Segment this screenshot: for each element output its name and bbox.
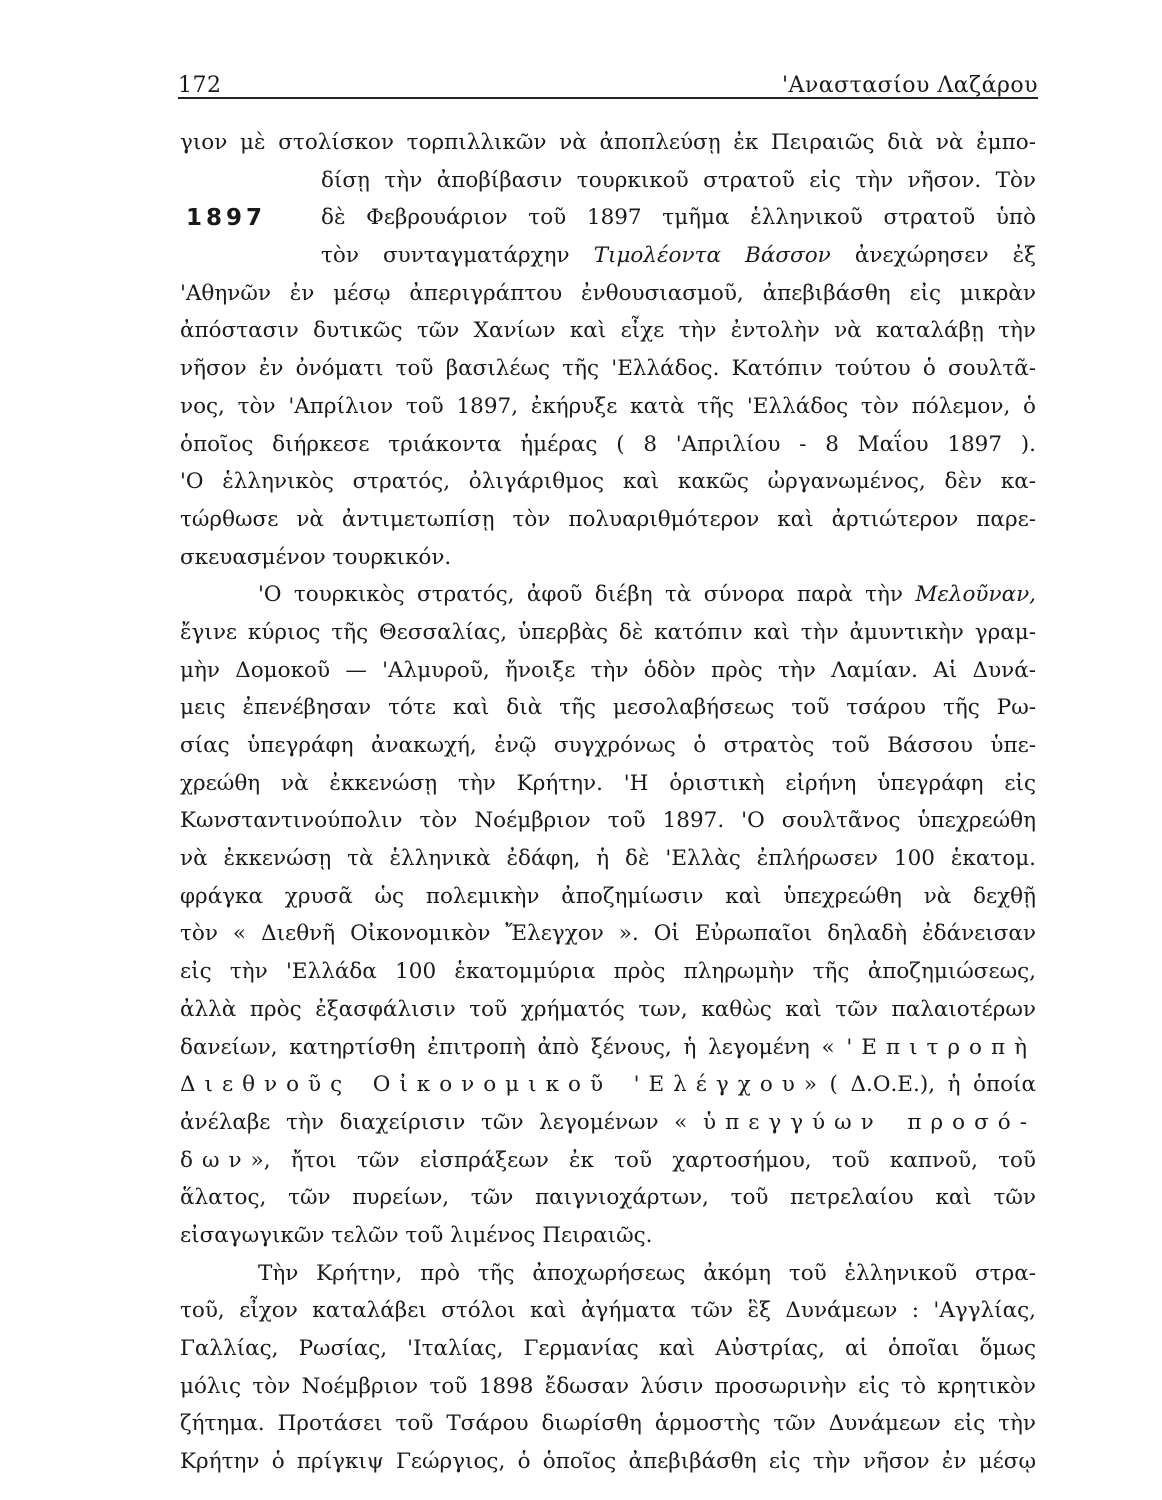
text-line: τοῦ, εἶχον καταλάβει στόλοι καὶ ἀγήματα τῶν ἓξ Δυνάμεων : 'Αγγλίας, — [180, 1298, 1036, 1324]
text-line: ἅλατος, τῶν πυρείων, τῶν παιγνιοχάρτων, τοῦ πετρελαίου καὶ τῶν — [180, 1185, 1036, 1211]
text-line: 'Ο ἑλληνικὸς στρατός, ὀλιγάριθμος καὶ κακῶς ὠργανωμένος, δὲν κα- — [180, 469, 1036, 495]
text-line: 'Αθηνῶν ἐν μέσῳ ἀπεριγράπτου ἐνθουσιασμοῦ, ἀπεβιβάσθη εἰς μικρὰν — [180, 280, 1036, 306]
text-line: νῆσον ἐν ὀνόματι τοῦ βασιλέως τῆς 'Ελλάδος. Κατόπιν τούτου ὁ σουλτᾶ- — [180, 356, 1036, 382]
text-line: Τὴν Κρήτην, πρὸ τῆς ἀποχωρήσεως ἀκόμη τοῦ ἑλληνικοῦ στρα- — [258, 1260, 1036, 1286]
text-line: ὁποῖος διήρκεσε τριάκοντα ἡμέρας ( 8 'Απριλίου - 8 Μαΐου 1897 ). — [180, 431, 1036, 457]
spaced-term: Διεθνοῦς Οἰκονομικοῦ 'Ελέγχου — [180, 1072, 804, 1098]
text-line: εἰσαγωγικῶν τελῶν τοῦ λιμένος Πειραιῶς. — [180, 1222, 653, 1248]
text-line: τὸν συνταγματάρχην Τιμολέοντα Βάσσον ἀνεχώρησεν ἐξ — [321, 243, 1036, 269]
text-line: ἀπόστασιν δυτικῶς τῶν Χανίων καὶ εἶχε τὴν ἐντολὴν νὰ καταλάβῃ τὴν — [180, 318, 1036, 344]
text-line: Γαλλίας, Ρωσίας, 'Ιταλίας, Γερμανίας καὶ Αὐστρίας, αἱ ὁποῖαι ὅμως — [180, 1336, 1036, 1361]
text-line: Διεθνοῦς Οἰκονομικοῦ 'Ελέγχου» ( Δ.Ο.Ε.), ἡ ὁποία — [180, 1072, 1036, 1098]
text-line: 'Ο τουρκικὸς στρατός, ἀφοῦ διέβη τὰ σύνορα παρὰ τὴν Μελοῦναν, — [258, 582, 1036, 608]
text-line: ἀνέλαβε τὴν διαχείρισιν τῶν λεγομένων « ὑπεγγύων προσό- — [180, 1109, 1036, 1135]
text-line: μεις ἐπενέβησαν τότε καὶ διὰ τῆς μεσολαβήσεως τοῦ τσάρου τῆς Ρω- — [180, 695, 1036, 721]
header-rule — [178, 97, 1038, 99]
text-line: Κρήτην ὁ πρίγκιψ Γεώργιος, ὁ ὁποῖος ἀπεβιβάσθη εἰς τὴν νῆσον ἐν μέσῳ — [180, 1449, 1036, 1475]
page-header — [178, 62, 1038, 98]
spaced-term: δων — [180, 1147, 251, 1173]
spaced-term: ὑπεγγύων προσό- — [703, 1109, 1036, 1135]
text-line: Κωνσταντινούπολιν τὸν Νοέμβριον τοῦ 1897. 'Ο σουλτᾶνος ὑπεχρεώθη — [180, 808, 1036, 834]
text-line: δανείων, κατηρτίσθη ἐπιτροπὴ ἀπὸ ξένους, ἡ λεγομένη « 'Επιτροπὴ — [180, 1034, 1036, 1060]
text-line: σίας ὑπεγράφη ἀνακωχή, ἐνῷ συγχρόνως ὁ στρατὸς τοῦ Βάσσου ὑπε- — [180, 733, 1036, 758]
text-line: μόλις τὸν Νοέμβριον τοῦ 1898 ἔδωσαν λύσιν προσωρινὴν εἰς τὸ κρητικὸν — [180, 1373, 1036, 1399]
body-text — [180, 124, 1036, 1481]
text-line: δων», ἤτοι τῶν εἰσπράξεων ἐκ τοῦ χαρτοσήμου, τοῦ καπνοῦ, τοῦ — [180, 1147, 1036, 1173]
text-line: χρεώθη νὰ ἐκκενώσῃ τὴν Κρήτην. 'Η ὁριστικὴ εἰρήνη ὑπεγράφη εἰς — [180, 770, 1036, 796]
text-line: τὸν « Διεθνῆ Οἰκονομικὸν Ἔλεγχον ». Οἱ Εὐρωπαῖοι δηλαδὴ ἐδάνεισαν — [180, 921, 1036, 947]
text-line: τώρθωσε νὰ ἀντιμετωπίσῃ τὸν πολυαριθμότερον καὶ ἀρτιώτερον παρε- — [180, 506, 1036, 532]
page-number: 172 — [178, 73, 222, 98]
running-title: 'Αναστασίου Λαζάρου — [781, 73, 1038, 98]
text-line: γιον μὲ στολίσκον τορπιλλικῶν νὰ ἀποπλεύσῃ ἐκ Πειραιῶς διὰ νὰ ἐμπο- — [180, 130, 1036, 155]
marginal-year-note: 1897 — [186, 205, 267, 231]
text-line: φράγκα χρυσᾶ ὡς πολεμικὴν ἀποζημίωσιν καὶ ὑπεχρεώθη νὰ δεχθῇ — [180, 883, 1036, 909]
text-line: ἀλλὰ πρὸς ἐξασφάλισιν τοῦ χρήματός των, καθὼς καὶ τῶν παλαιοτέρων — [180, 996, 1036, 1022]
text-line: νος, τὸν 'Απρίλιον τοῦ 1897, ἐκήρυξε κατὰ τῆς 'Ελλάδος τὸν πόλεμον, ὁ — [180, 393, 1036, 419]
text-line: ἔγινε κύριος τῆς Θεσσαλίας, ὑπερβὰς δὲ κατόπιν καὶ τὴν ἀμυντικὴν γραμ- — [180, 619, 1036, 645]
text-line: μὴν Δομοκοῦ — 'Αλμυροῦ, ἤνοιξε τὴν ὁδὸν πρὸς τὴν Λαμίαν. Αἱ Δυνά- — [180, 657, 1036, 683]
italic-place: Μελοῦναν, — [915, 582, 1036, 608]
text-line: νὰ ἐκκενώσῃ τὰ ἑλληνικὰ ἐδάφη, ἡ δὲ 'Ελλὰς ἐπλήρωσεν 100 ἑκατομ. — [180, 846, 1036, 872]
text-line: ζήτημα. Προτάσει τοῦ Τσάρου διωρίσθη ἁρμοστὴς τῶν Δυνάμεων εἰς τὴν — [180, 1411, 1036, 1437]
text-line: εἰς τὴν 'Ελλάδα 100 ἑκατομμύρια πρὸς πληρωμὴν τῆς ἀποζημιώσεως, — [180, 959, 1036, 985]
text-line: δίσῃ τὴν ἀποβίβασιν τουρκικοῦ στρατοῦ εἰς τὴν νῆσον. Τὸν — [321, 167, 1036, 193]
spaced-term: 'Επιτροπὴ — [846, 1034, 1036, 1060]
text-line: σκευασμένον τουρκικόν. — [180, 544, 452, 570]
italic-name: Τιμολέοντα Βάσσον — [593, 243, 831, 269]
text-line: δὲ Φεβρουάριον τοῦ 1897 τμῆμα ἑλληνικοῦ στρατοῦ ὑπὸ — [321, 205, 1036, 231]
